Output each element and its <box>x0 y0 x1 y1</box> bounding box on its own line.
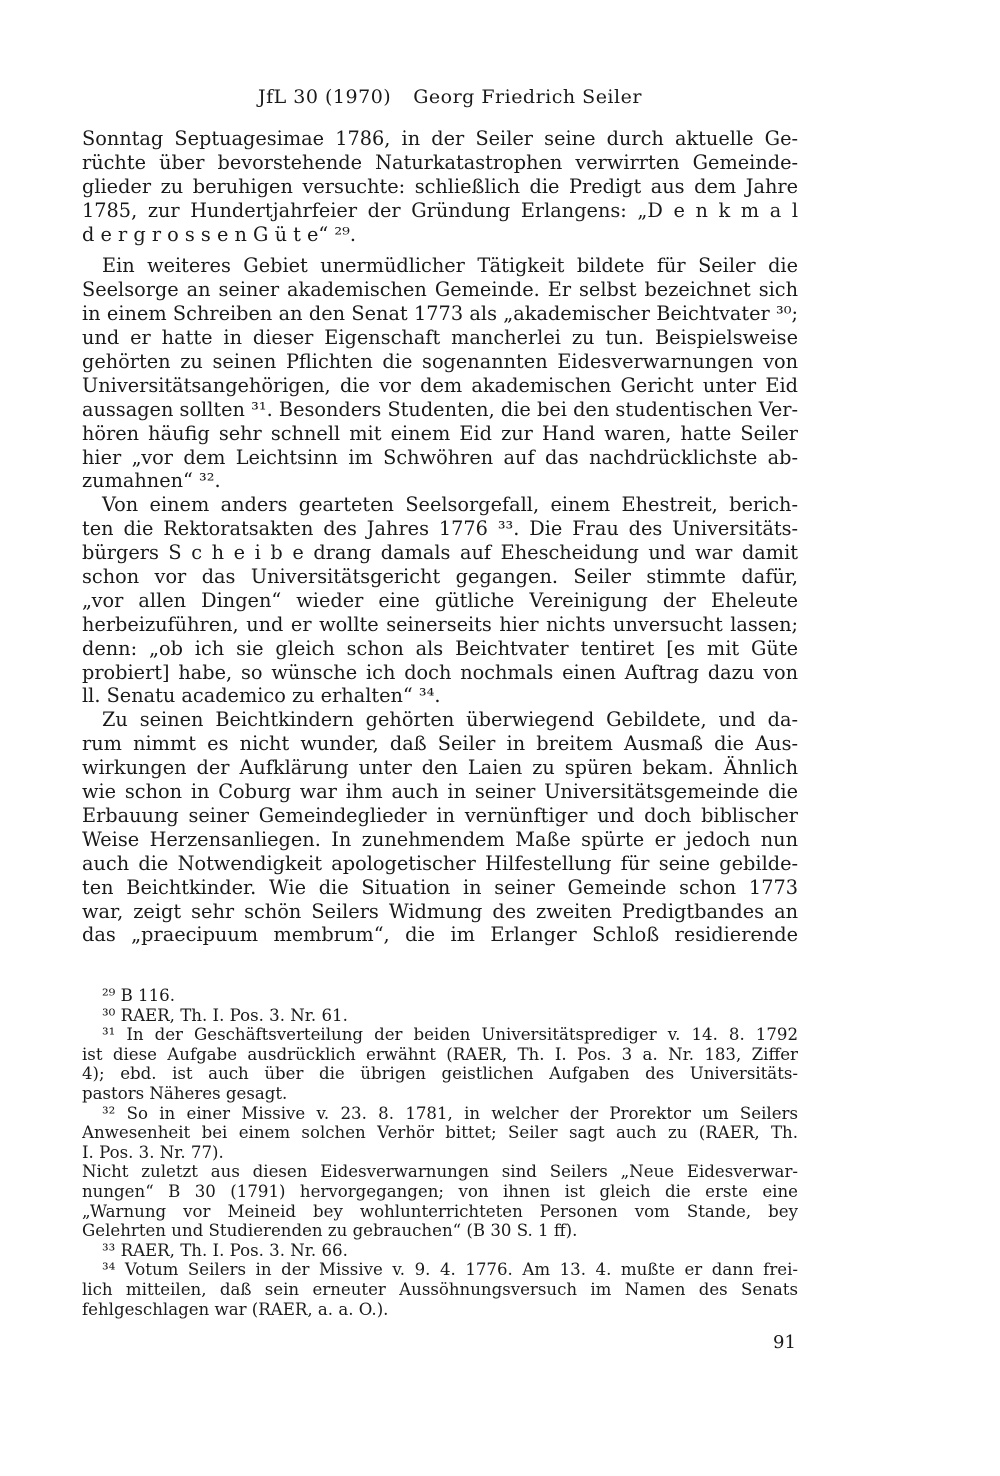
text-line: ll. Senatu academico zu erhalten“ ³⁴. <box>82 684 441 708</box>
running-head <box>258 86 642 108</box>
text-line: 1785, zur Hundertjahrfeier der Gründung Erlangens: „D e n k m a l <box>82 198 798 222</box>
text-line: in einem Schreiben an den Senat 1773 als „akademischer Beichtvater ³⁰; <box>82 302 798 326</box>
footnote-line: pastors Näheres gesagt. <box>82 1083 288 1103</box>
footnote-line: fehlgeschlagen war (RAER, a. a. O.). <box>82 1299 389 1319</box>
text-line: rüchte über bevorstehende Naturkatastrophen verwirrten Gemeinde- <box>82 150 798 174</box>
footnote-line: Gelehrten und Studierenden zu gebrauchen“ (B 30 S. 1 ff). <box>82 1221 578 1241</box>
text-line: herbeizuführen, und er wollte seinerseits hier nichts unversucht lassen; <box>82 612 798 636</box>
text-line: ten Beichtkinder. Wie die Situation in seiner Gemeinde schon 1773 <box>82 875 798 899</box>
text-line: Sonntag Septuagesimae 1786, in der Seiler seine durch aktuelle Ge- <box>82 127 798 150</box>
text-line: auch die Notwendigkeit apologetischer Hilfestellung für seine gebilde- <box>82 851 798 875</box>
footnote-line: ist diese Aufgabe ausdrücklich erwähnt (RAER, Th. I. Pos. 3 a. Nr. 183, Ziffer <box>82 1044 798 1064</box>
text-line: „vor allen Dingen“ wieder eine gütliche Vereinigung der Eheleute <box>82 588 798 612</box>
journal-reference: JfL 30 (1970) <box>258 86 392 108</box>
footnote-line: I. Pos. 3. Nr. 77). <box>82 1142 224 1162</box>
text-line: Erbauung seiner Gemeindeglieder in vernünftiger und doch biblischer <box>82 803 798 827</box>
text-line: denn: „ob ich sie gleich schon als Beichtvater tentiret [es mit Güte <box>82 636 798 660</box>
text-line: probiert] habe, so wünsche ich doch nochmals einen Auftrag dazu von <box>82 660 798 684</box>
text-line: bürgers S c h e i b e drang damals auf Ehescheidung und war damit <box>82 541 798 565</box>
text-line: Von einem anders gearteten Seelsorgefall, einem Ehestreit, berich- <box>102 493 798 517</box>
text-line: d e r g r o s s e n G ü t e“ ²⁹. <box>82 222 356 246</box>
text-line: Universitätsangehörigen, die vor dem akademischen Gericht unter Eid <box>82 373 798 397</box>
text-line: hören häufig sehr schnell mit einem Eid zur Hand waren, hatte Seiler <box>82 421 798 445</box>
text-line: schon vor das Universitätsgericht gegangen. Seiler stimmte dafür, <box>82 565 798 589</box>
text-line: glieder zu beruhigen versuchte: schließlich die Predigt aus dem Jahre <box>82 174 798 198</box>
text-line: hier „vor dem Leichtsinn im Schwöhren auf das nachdrücklichste ab- <box>82 445 798 469</box>
footnote-line: „Warnung vor Meineid bey wohlunterrichteten Personen vom Stande, bey <box>82 1201 798 1221</box>
text-line: wie schon in Coburg war ihm auch in seiner Universitätsgemeinde die <box>82 780 798 804</box>
text-line: das „praecipuum membrum“, die im Erlanger Schloß residierende <box>82 923 798 947</box>
text-line: ten die Rektoratsakten des Jahres 1776 ³³. Die Frau des Universitäts- <box>82 517 798 541</box>
text-line: war, zeigt sehr schön Seilers Widmung des zweiten Predigtbandes an <box>82 899 798 923</box>
footnote-line: ³³ RAER, Th. I. Pos. 3. Nr. 66. <box>102 1240 348 1260</box>
paragraph-gap <box>82 246 798 254</box>
footnote-line: nungen“ B 30 (1791) hervorgegangen; von ihnen ist gleich die erste eine <box>82 1181 798 1201</box>
footnote-line: Anwesenheit bei einem solchen Verhör bittet; Seiler sagt auch zu (RAER, Th. <box>82 1123 798 1143</box>
text-line: gehörten zu seinen Pflichten die sogenannten Eidesverwarnungen von <box>82 350 798 374</box>
text-line: und er hatte in dieser Eigenschaft mancherlei zu tun. Beispielsweise <box>82 326 798 350</box>
footnotes <box>82 986 798 1319</box>
text-line: rum nimmt es nicht wunder, daß Seiler in breitem Ausmaß die Aus- <box>82 732 798 756</box>
footnote-line: ³⁴ Votum Seilers in der Missive v. 9. 4. 1776. Am 13. 4. mußte er dann frei- <box>102 1260 798 1280</box>
text-line: zumahnen“ ³². <box>82 469 221 493</box>
footnote-line: 4); ebd. ist auch über die übrigen geistlichen Aufgaben des Universitäts- <box>82 1064 798 1084</box>
page-number: 91 <box>773 1332 796 1353</box>
running-title: Georg Friedrich Seiler <box>413 86 642 108</box>
footnote-line: ³¹ In der Geschäftsverteilung der beiden Universitätsprediger v. 14. 8. 1792 <box>102 1025 798 1045</box>
text-line: aussagen sollten ³¹. Besonders Studenten, die bei den studentischen Ver- <box>82 397 798 421</box>
main-text <box>82 127 798 947</box>
text-line: Seelsorge an seiner akademischen Gemeinde. Er selbst bezeichnet sich <box>82 278 798 302</box>
text-line: Zu seinen Beichtkindern gehörten überwiegend Gebildete, und da- <box>102 708 798 732</box>
text-line: Weise Herzensanliegen. In zunehmendem Maße spürte er jedoch nun <box>82 827 798 851</box>
footnote-line: Nicht zuletzt aus diesen Eidesverwarnungen sind Seilers „Neue Eidesverwar- <box>82 1162 798 1182</box>
footnote-line: lich mitteilen, daß sein erneuter Aussöhnungsversuch im Namen des Senats <box>82 1279 798 1299</box>
text-line: wirkungen der Aufklärung unter den Laien zu spüren bekam. Ähnlich <box>82 756 798 780</box>
text-line: Ein weiteres Gebiet unermüdlicher Tätigkeit bildete für Seiler die <box>102 254 798 278</box>
footnote-line: ³⁰ RAER, Th. I. Pos. 3. Nr. 61. <box>102 1005 348 1025</box>
footnote-line: ³² So in einer Missive v. 23. 8. 1781, in welcher der Prorektor um Seilers <box>102 1103 798 1123</box>
footnote-line: ²⁹ B 116. <box>102 986 175 1005</box>
